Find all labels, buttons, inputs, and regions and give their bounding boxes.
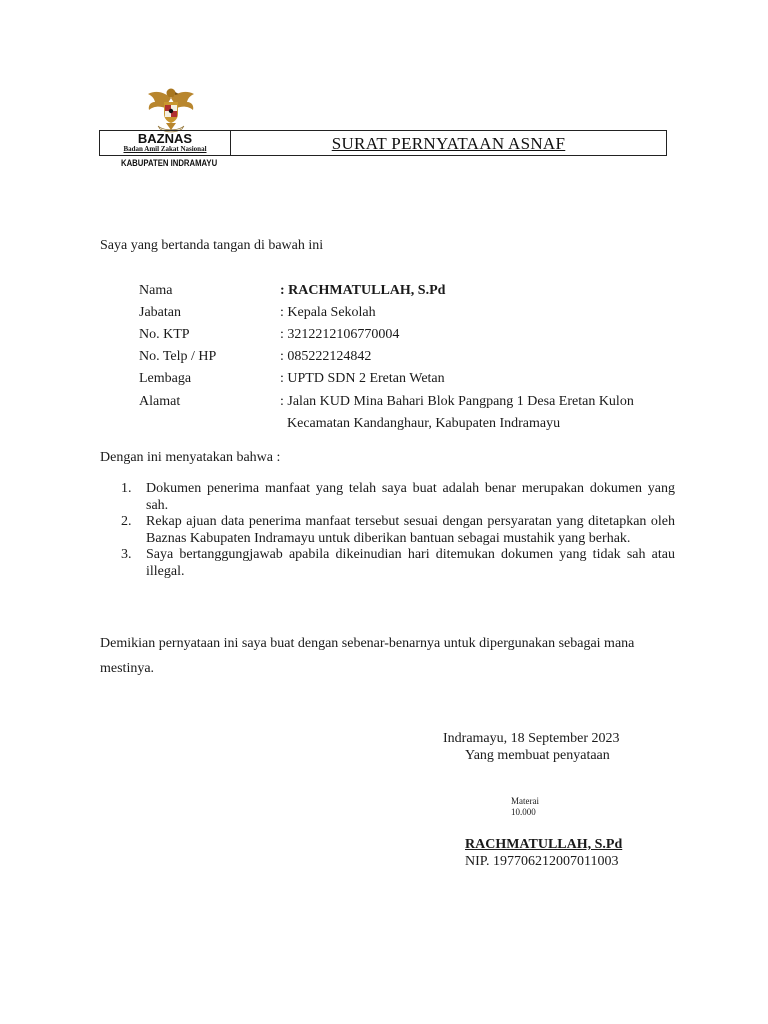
identity-value-nama: : RACHMATULLAH, S.Pd	[280, 283, 446, 298]
statement-item	[121, 547, 675, 580]
org-cell	[100, 131, 231, 155]
org-region: KABUPATEN INDRAMAYU	[121, 158, 218, 168]
identity-label-telp: No. Telp / HP	[139, 349, 217, 364]
garuda-emblem-icon	[144, 84, 198, 134]
identity-value-alamat: : Jalan KUD Mina Bahari Blok Pangpang 1 Desa Eretan Kulon	[280, 394, 634, 409]
statement-text: Saya bertanggungjawab apabila dikeinudian hari ditemukan dokumen yang tidak sah atau illegal.	[146, 547, 675, 579]
statement-item	[121, 514, 675, 547]
statement-list	[121, 481, 675, 580]
document-title: SURAT PERNYATAAN ASNAF	[331, 134, 566, 153]
identity-label-nama: Nama	[139, 283, 173, 298]
identity-value-jabatan: : Kepala Sekolah	[280, 305, 376, 320]
statement-number: 1.	[121, 481, 132, 496]
materai-stamp	[511, 796, 539, 818]
identity-value-lembaga: : UPTD SDN 2 Eretan Wetan	[280, 371, 445, 386]
statement-intro: Dengan ini menyatakan bahwa :	[100, 450, 281, 465]
identity-label-lembaga: Lembaga	[139, 371, 192, 386]
intro-text: Saya yang bertanda tangan di bawah ini	[100, 238, 324, 253]
statement-item	[121, 481, 675, 514]
org-subtitle: Badan Amil Zakat Nasional	[123, 145, 207, 153]
closing-text: Demikian pernyataan ini saya buat dengan sebenar-benarnya untuk dipergunakan sebagai mana mestinya.	[100, 636, 635, 676]
identity-label-ktp: No. KTP	[139, 327, 190, 342]
org-name: BAZNAS	[137, 131, 193, 146]
identity-label-jabatan: Jabatan	[139, 305, 181, 320]
signer-nip: NIP. 197706212007011003	[465, 854, 619, 869]
materai-value: 10.000	[511, 807, 536, 817]
signature-role: Yang membuat penyataan	[465, 748, 610, 763]
statement-number: 2.	[121, 514, 132, 529]
identity-label-alamat: Alamat	[139, 394, 181, 409]
materai-label: Materai	[511, 796, 539, 806]
header-box	[99, 130, 667, 156]
identity-value-alamat-line2: Kecamatan Kandanghaur, Kabupaten Indramayu	[287, 416, 561, 431]
statement-text: Rekap ajuan data penerima manfaat tersebut sesuai dengan persyaratan yang ditetapkan oleh Baznas Kabupaten Indramayu untuk diberikan bantuan sebagai mustahik yang berhak.	[146, 514, 675, 546]
statement-number: 3.	[121, 547, 132, 562]
statement-text: Dokumen penerima manfaat yang telah saya buat adalah benar merupakan dokumen yang sah.	[146, 481, 675, 513]
identity-value-telp: : 085222124842	[280, 349, 372, 364]
signer-name: RACHMATULLAH, S.Pd	[465, 837, 623, 852]
signature-place-date: Indramayu, 18 September 2023	[443, 731, 620, 746]
identity-value-ktp: : 3212212106770004	[280, 327, 400, 342]
